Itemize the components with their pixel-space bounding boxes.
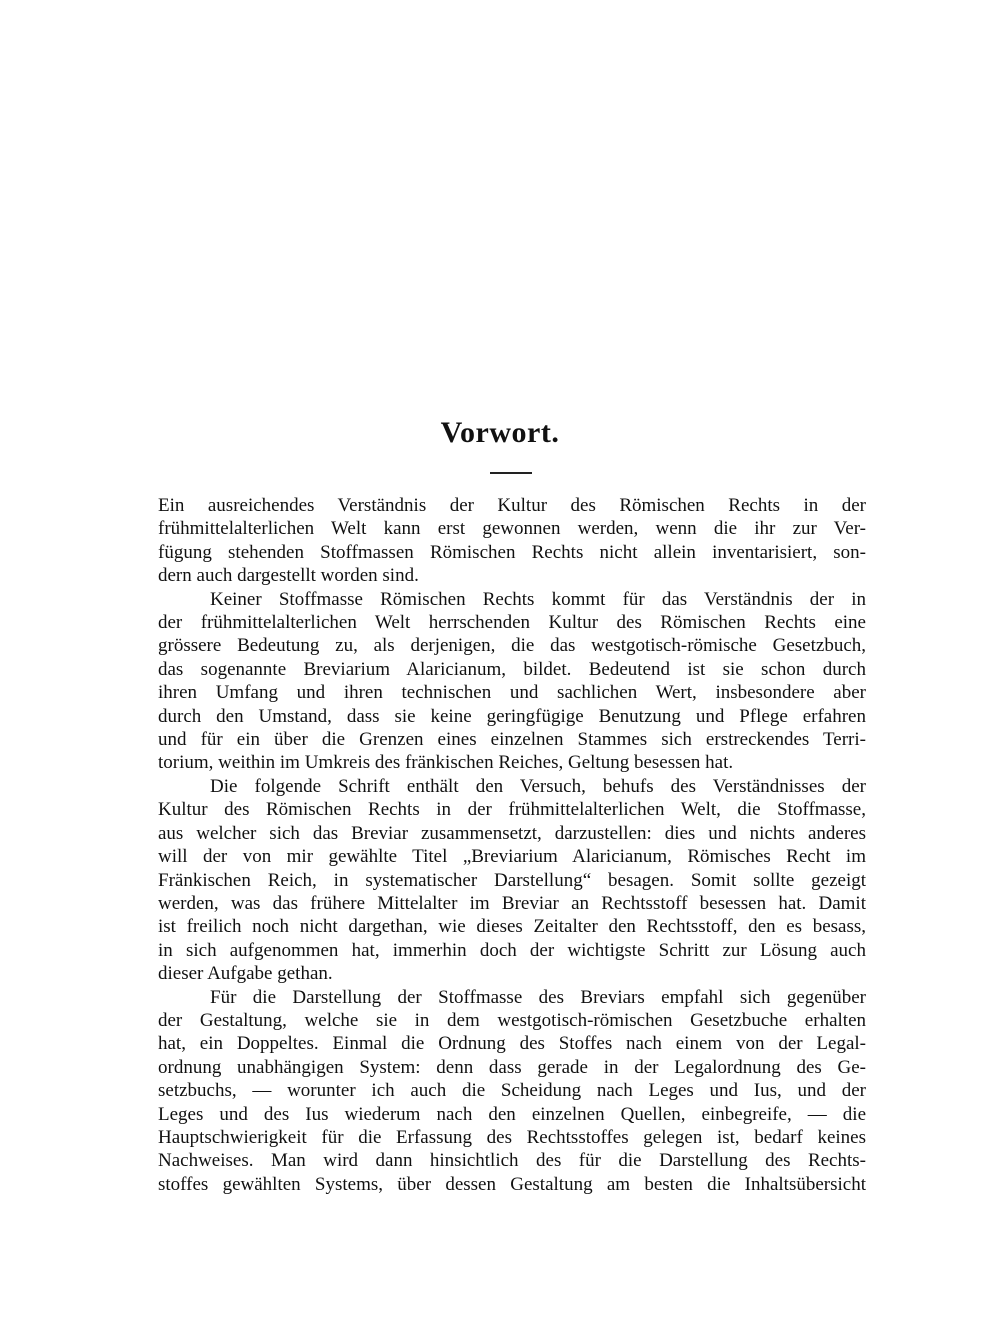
text-line: in sich aufgenommen hat, immerhin doch der wichtigste Schritt zur Lösung auch xyxy=(158,939,866,961)
text-line: ordnung unabhängigen System: denn dass gerade in der Legalordnung des Ge- xyxy=(158,1056,866,1078)
text-line: torium, weithin im Umkreis des fränkischen Reiches, Geltung besessen hat. xyxy=(158,752,734,774)
text-line: dern auch dargestellt worden sind. xyxy=(158,565,419,587)
text-line: grössere Bedeutung zu, als derjenigen, die das westgotisch-römische Gesetzbuch, xyxy=(158,635,866,657)
title-divider xyxy=(490,472,532,474)
text-line: ist freilich noch nicht dargethan, wie dieses Zeitalter den Rechtsstoff, den es besass, xyxy=(158,916,866,938)
text-line: Für die Darstellung der Stoffmasse des Breviars empfahl sich gegenüber xyxy=(210,986,866,1008)
text-line: der frühmittelalterlichen Welt herrschenden Kultur des Römischen Rechts eine xyxy=(158,612,866,634)
text-line: Die folgende Schrift enthält den Versuch, behufs des Verständnisses der xyxy=(210,775,866,797)
text-line: aus welcher sich das Breviar zusammensetzt, darzustellen: dies und nichts anderes xyxy=(158,822,866,844)
text-line: Leges und des Ius wiederum nach den einzelnen Quellen, einbegreife, — die xyxy=(158,1103,866,1125)
text-line: frühmittelalterlichen Welt kann erst gewonnen werden, wenn die ihr zur Ver- xyxy=(158,518,866,540)
text-line: fügung stehenden Stoffmassen Römischen Rechts nicht allein inventarisiert, son- xyxy=(158,541,866,563)
paragraph-1 xyxy=(158,494,866,588)
text-line: Hauptschwierigkeit für die Erfassung des Rechtsstoffes gelegen ist, bedarf keines xyxy=(158,1126,866,1148)
paragraph-2 xyxy=(158,588,866,775)
text-line: hat, ein Doppeltes. Einmal die Ordnung des Stoffes nach einem von der Legal- xyxy=(158,1033,866,1055)
text-line: Keiner Stoffmasse Römischen Rechts kommt für das Verständnis der in xyxy=(210,588,866,610)
text-line: werden, was das frühere Mittelalter im Breviar an Rechtsstoff besessen hat. Damit xyxy=(158,892,866,914)
text-line: Ein ausreichendes Verständnis der Kultur des Römischen Rechts in der xyxy=(158,495,866,516)
paragraph-4 xyxy=(158,986,866,1197)
text-line: ihren Umfang und ihren technischen und sachlichen Wert, insbesondere aber xyxy=(158,682,866,704)
text-line: setzbuchs, — worunter ich auch die Scheidung nach Leges und Ius, und der xyxy=(158,1080,866,1102)
text-line: will der von mir gewählte Titel „Breviarium Alaricianum, Römisches Recht im xyxy=(158,846,866,868)
text-line: durch den Umstand, dass sie keine geringfügige Benutzung und Pflege erfahren xyxy=(158,705,866,727)
text-line: und für ein über die Grenzen eines einzelnen Stammes sich erstreckendes Terri- xyxy=(158,729,866,751)
text-line: der Gestaltung, welche sie in dem westgotisch-römischen Gesetzbuche erhalten xyxy=(158,1009,866,1031)
text-line: das sogenannte Breviarium Alaricianum, bildet. Bedeutend ist sie schon durch xyxy=(158,658,866,680)
paragraph-3 xyxy=(158,775,866,986)
text-line: Kultur des Römischen Rechts in der frühmittelalterlichen Welt, die Stoffmasse, xyxy=(158,799,866,821)
body-text xyxy=(158,494,866,1196)
text-line: dieser Aufgabe gethan. xyxy=(158,963,333,985)
text-line: Nachweises. Man wird dann hinsichtlich des für die Darstellung des Rechts- xyxy=(158,1150,866,1172)
page-title: Vorwort. xyxy=(440,416,560,449)
text-line: stoffes gewählten Systems, über dessen Gestaltung am besten die Inhaltsübersicht xyxy=(158,1173,866,1195)
text-line: Fränkischen Reich, in systematischer Darstellung“ besagen. Somit sollte gezeigt xyxy=(158,869,866,891)
